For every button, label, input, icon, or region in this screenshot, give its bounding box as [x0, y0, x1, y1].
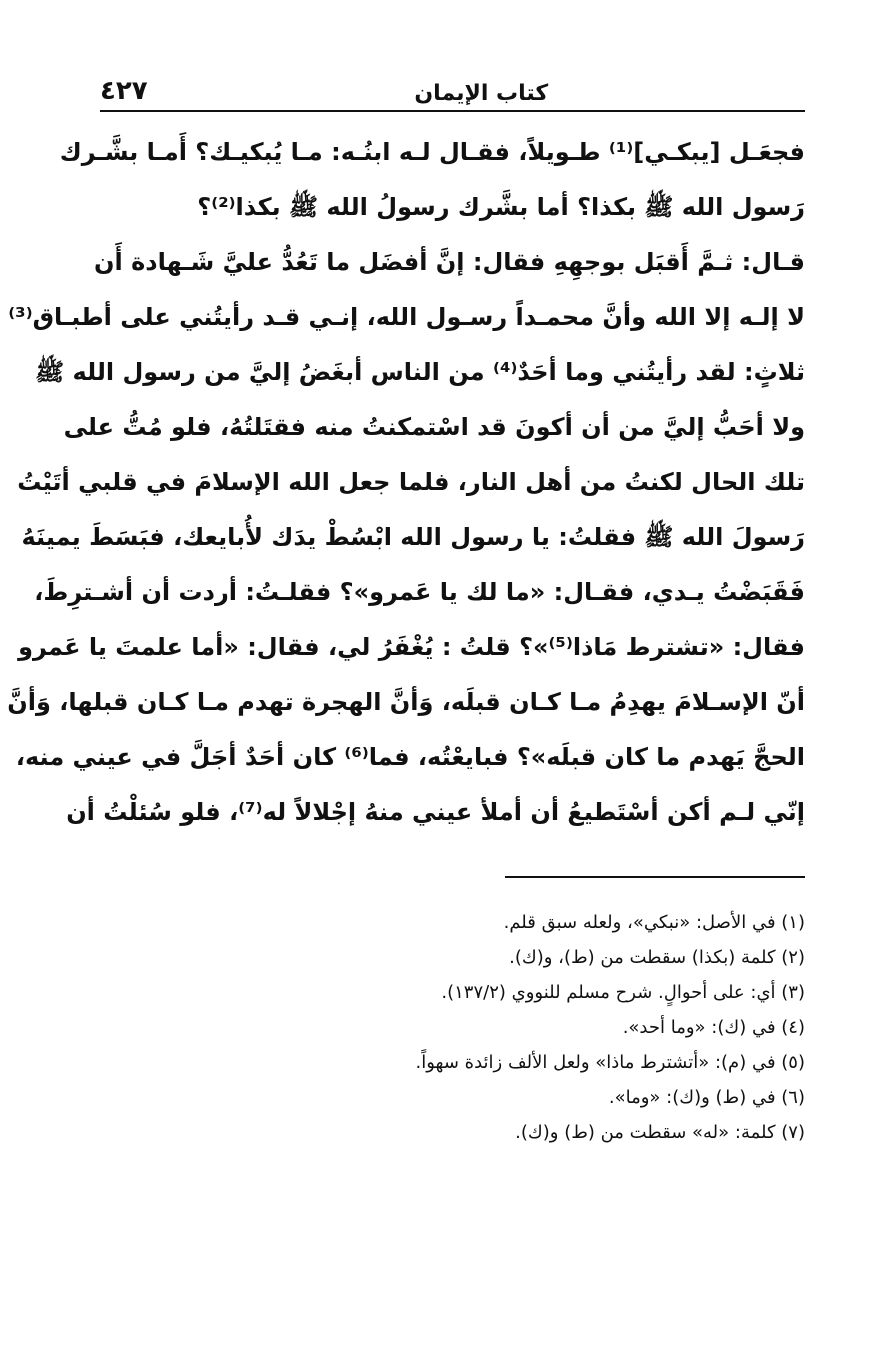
- footnotes: [100, 905, 805, 1150]
- text-line: لا إلـه إلا الله وأنَّ محمـداً رسـول الله، إنـي قـد رأيتُني على أطبـاق⁽³⁾: [8, 303, 805, 331]
- text-line: فَقَبَضْتُ يـدي، فقـال: «ما لك يا عَمرو»؟ فقلـتُ: أردت أن أشـترِطَ،: [34, 578, 805, 606]
- footnote: (١) في الأصل: «نبكي»، ولعله سبق قلم.: [503, 912, 805, 933]
- text-line: رَسول الله ﷺ بكذا؟ أما بشَّرك رسولُ الله ﷺ بكذا⁽²⁾؟: [197, 193, 805, 221]
- footnote: (٣) أي: على أحوالٍ. شرح مسلم للنووي (١٣٧/٢).: [441, 982, 805, 1003]
- text-line: أنّ الإسـلامَ يهدِمُ مـا كـان قبلَه، وَأنَّ الهجرة تهدم مـا كـان قبلها، وَأنَّ: [7, 688, 805, 716]
- footnote: (٤) في (ك): «وما أحد».: [622, 1017, 805, 1038]
- page-number: ٤٢٧: [100, 76, 148, 106]
- footnote: (٦) في (ط) و(ك): «وما».: [608, 1087, 805, 1108]
- chapter-title: كتاب الإيمان: [414, 81, 549, 106]
- footnote: (٧) كلمة: «له» سقطت من (ط) و(ك).: [515, 1122, 805, 1143]
- footnote: (٢) كلمة (بكذا) سقطت من (ط)، و(ك).: [509, 947, 805, 968]
- footnote: (٥) في (م): «أتشترط ماذا» ولعل الألف زائدة سهواً.: [415, 1052, 805, 1073]
- text-line: تلك الحال لكنتُ من أهل النار، فلما جعل الله الإسلامَ في قلبي أتَيْتُ: [17, 468, 805, 496]
- text-line: قـال: ثـمَّ أَقبَل بوجهِهِ فقال: إنَّ أفضَل ما تَعُدُّ عليَّ شَـهادة أَن: [94, 248, 805, 276]
- page-header: [100, 72, 805, 112]
- text-line: ولا أحَبُّ إليَّ من أن أكونَ قد اسْتمكنتُ منه فقتَلتُهُ، فلو مُتُّ على: [63, 413, 805, 441]
- main-text: [7, 125, 805, 840]
- footnote-divider: [505, 876, 805, 878]
- text-line: فجعَـل [يبكـي]⁽¹⁾ طـويلاً، فقـال لـه ابنُـه: مـا يُبكيـك؟ أَمـا بشَّـرك: [59, 138, 805, 166]
- text-line: الحجَّ يَهدم ما كان قبلَه»؟ فبايعْتُه، فما⁽⁶⁾ كان أحَدٌ أجَلَّ في عيني منه،: [15, 743, 805, 771]
- text-line: إنّي لـم أكن أسْتَطيعُ أن أملأ عيني منهُ إجْلالاً له⁽⁷⁾، فلو سُئلْتُ أن: [66, 798, 805, 826]
- text-line: فقال: «تشترط مَاذا⁽⁵⁾»؟ قلتُ : يُغْفَرُ لي، فقال: «أما علمتَ يا عَمرو: [18, 633, 805, 661]
- text-line: ثلاثٍ: لقد رأيتُني وما أحَدٌ⁽⁴⁾ من الناس أبغَضُ إليَّ من رسول الله ﷺ: [35, 358, 805, 386]
- text-line: رَسولَ الله ﷺ فقلتُ: يا رسول الله ابْسُطْ يدَك لأُبايعك، فبَسَطَ يمينَهُ: [21, 523, 805, 551]
